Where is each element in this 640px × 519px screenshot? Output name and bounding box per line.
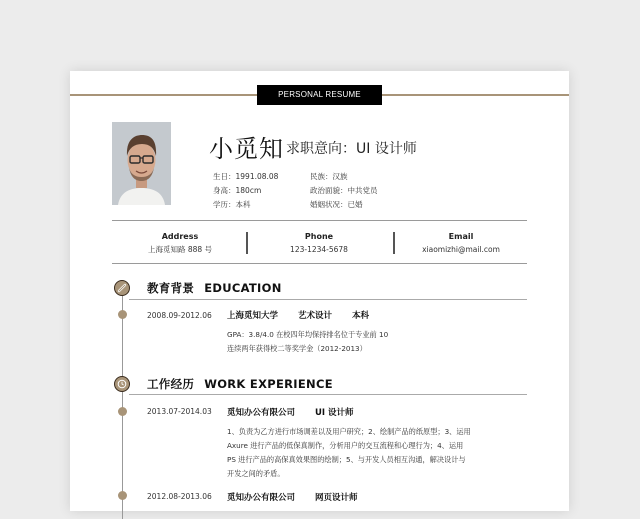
clock-icon	[114, 376, 130, 392]
education-section-title	[147, 280, 282, 296]
education-detail-line: GPA：3.8/4.0 在校四年均保持排名位于专业前 10	[227, 330, 389, 339]
work-details	[227, 425, 497, 481]
timeline-dot	[118, 491, 127, 500]
education-level: 学历：本科	[213, 200, 251, 209]
work-date: 2012.08-2013.06	[147, 492, 212, 501]
education-date: 2008.09-2012.06	[147, 311, 212, 320]
height: 身高：180cm	[213, 186, 262, 195]
timeline-dot	[118, 407, 127, 416]
work-date: 2013.07-2014.03	[147, 407, 212, 416]
political-status: 政治面貌：中共党员	[310, 186, 378, 195]
education-details	[227, 328, 497, 356]
work-entry-head	[227, 406, 374, 418]
contact-divider	[246, 232, 248, 254]
education-detail-line: 连续两年获得校二等奖学金（2012-2013）	[227, 344, 367, 353]
education-title-en: EDUCATION	[204, 281, 282, 295]
work-section-title	[147, 376, 333, 392]
role: UI 设计师	[315, 408, 354, 418]
role: 网页设计师	[315, 493, 358, 503]
personal-info-left	[213, 170, 278, 212]
education-title-cn: 教育背景	[147, 281, 195, 295]
education-rule	[129, 299, 527, 300]
birthday: 生日：1991.08.08	[213, 172, 279, 181]
work-detail-line: PS 进行产品的高保真效果图的绘制；5、与开发人员相互沟通，解决设计与	[227, 455, 466, 464]
work-rule	[129, 394, 527, 395]
school-name: 上海觅知大学	[227, 311, 279, 321]
resume-page	[70, 71, 569, 511]
address-label: Address	[161, 232, 199, 241]
work-entry-head	[227, 491, 378, 503]
company-name: 觅知办公有限公司	[227, 408, 296, 418]
phone-value: 123-1234-5678	[290, 245, 348, 254]
degree: 本科	[352, 311, 370, 321]
contact-address	[111, 230, 249, 256]
contact-email	[392, 230, 530, 256]
candidate-name: 小觅知	[209, 135, 284, 163]
pencil-icon	[114, 280, 130, 296]
work-detail-line: Axure 进行产品的低保真制作，分析用户的交互流程和心理行为；4、运用	[227, 441, 464, 450]
education-entry-head	[227, 309, 389, 321]
work-detail-line: 1、负责为乙方进行市场调差以及用户研究；2、绘制产品的纸原型；3、运用	[227, 427, 471, 436]
major: 艺术设计	[298, 311, 333, 321]
timeline-line	[122, 289, 123, 519]
company-name: 觅知办公有限公司	[227, 493, 296, 503]
ethnicity: 民族：汉族	[310, 172, 348, 181]
profile-photo	[112, 122, 171, 205]
email-label: Email	[448, 232, 474, 241]
marital-status: 婚姻状况：已婚	[310, 200, 363, 209]
address-value: 上海觅知路 888 号	[147, 245, 213, 254]
contact-bottom-rule	[112, 263, 527, 264]
resume-title-badge: PERSONAL RESUME	[257, 85, 382, 105]
job-intent: 求职意向：UI 设计师	[286, 141, 417, 157]
work-title-cn: 工作经历	[147, 377, 195, 391]
work-detail-line: 开发之间的矛盾。	[227, 469, 285, 478]
email-value: xiaomizhi@mail.com	[422, 245, 500, 254]
work-title-en: WORK EXPERIENCE	[204, 377, 333, 391]
contact-phone	[250, 230, 388, 256]
timeline-dot	[118, 310, 127, 319]
contact-top-rule	[112, 220, 527, 221]
personal-info-right	[310, 170, 378, 212]
phone-label: Phone	[304, 232, 334, 241]
